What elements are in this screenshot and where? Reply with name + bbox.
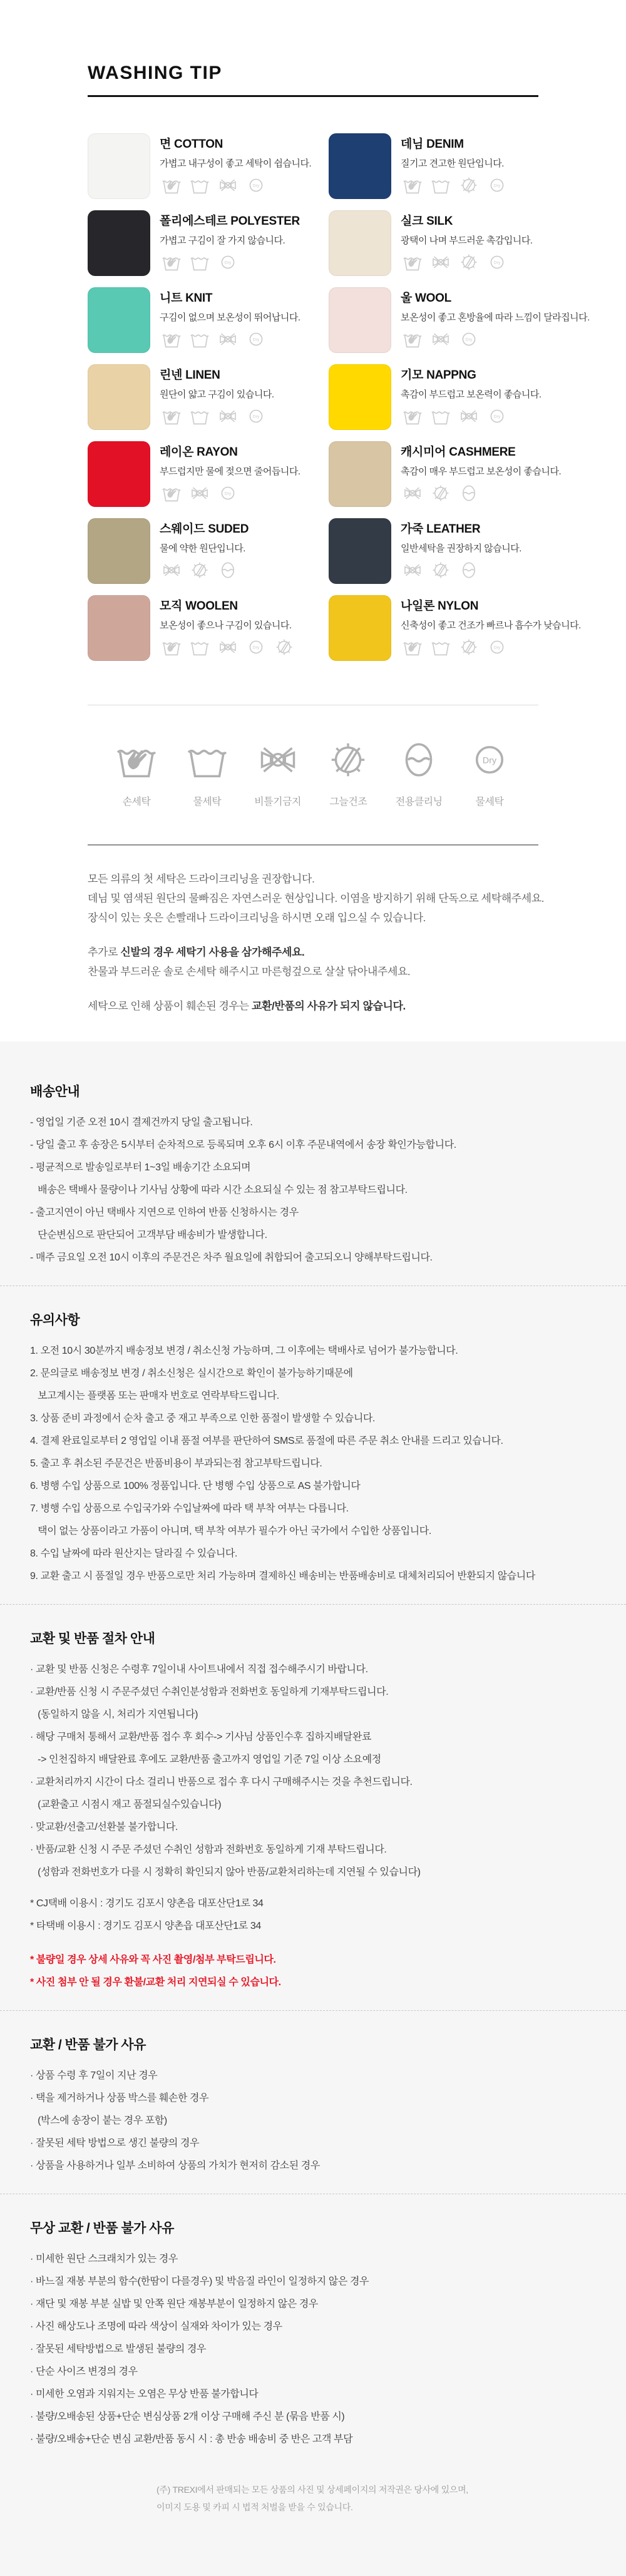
legend-label: 전용클리닝	[395, 797, 443, 807]
drum-clean-icon	[457, 483, 481, 504]
fabric-item	[88, 595, 329, 661]
no-exchange-item: (박스에 송장이 붙는 경우 포함)	[30, 2115, 167, 2126]
caution-item: 보고계시는 플랫폼 또는 판매자 번호로 연락부탁드립니다.	[30, 1391, 279, 1401]
exchange-process-item: (교환출고 시점시 재고 품절되실수있습니다)	[30, 1799, 222, 1810]
no-wring-icon	[216, 636, 240, 658]
handwash-icon	[160, 175, 183, 196]
shipping-item: - 영업일 기준 오전 10시 결제건까지 당일 출고됩니다.	[30, 1117, 253, 1128]
handwash-icon	[160, 406, 183, 427]
handwash-icon	[114, 735, 159, 784]
exchange-process-item: · 맞교환/선출고/선환불 불가합니다.	[30, 1822, 178, 1832]
no-wring-icon	[216, 329, 240, 350]
shipping-list	[30, 1112, 607, 1269]
no-wring-icon	[401, 560, 424, 581]
washing-tip-section	[0, 0, 626, 1041]
fabric-item	[88, 364, 329, 430]
fabric-name: 폴리에스테르 POLYESTER	[160, 215, 300, 228]
drum-clean-icon	[396, 735, 441, 784]
no-exchange-item: · 택을 제거하거나 상품 박스를 훼손한 경우	[30, 2093, 209, 2103]
care-icons	[401, 483, 561, 504]
exchange-process-item: · 해당 구매처 통해서 교환/반품 접수 후 회수-> 기사님 상품인수후 집하지배달완료	[30, 1732, 372, 1742]
care-icons	[160, 329, 300, 350]
note-text: 찬물과 부드러운 솔로 손세탁 해주시고 마른헝겊으로 살살 닦아내주세요.	[88, 966, 411, 978]
washing-note-line	[88, 996, 538, 1016]
caution-item: 7. 병행 수입 상품으로 수입국가와 수입날짜에 따라 택 부착 여부는 다릅니다.	[30, 1503, 349, 1514]
legend-label: 비틀기금지	[254, 797, 301, 807]
legend-label: 손세탁	[122, 797, 151, 807]
fabric-grid	[88, 133, 590, 661]
shade-dry-icon	[457, 175, 481, 196]
legend-label: 그늘건조	[329, 797, 367, 807]
no-wring-icon	[457, 406, 481, 427]
copyright-footer	[156, 2481, 607, 2516]
handwash-icon	[160, 329, 183, 350]
exchange-process-list	[30, 1659, 607, 1884]
care-icons	[401, 175, 509, 196]
drum-clean-icon	[457, 560, 481, 581]
dry-icon	[244, 175, 268, 196]
fabric-desc: 원단이 얇고 구김이 있습니다.	[160, 389, 274, 400]
fabric-name: 울 WOOL	[401, 292, 451, 305]
fabric-info	[160, 518, 249, 584]
handwash-icon	[401, 252, 424, 273]
note-text: 장식이 있는 옷은 손빨래나 드라이크리닝을 하시면 오래 입으실 수 있습니다.	[88, 912, 426, 924]
exchange-process-item: (성함과 전화번호가 다를 시 정확히 확인되지 않아 반품/교환처리하는데 지연될 수 있습니다)	[30, 1867, 421, 1878]
care-icons	[160, 560, 249, 581]
note-text: 교환/반품의 사유가 되지 않습니다.	[251, 1000, 406, 1012]
caution-item: 6. 병행 수입 상품으로 100% 정품입니다. 단 병행 수입 상품으로 AS 불가합니다	[30, 1481, 361, 1491]
note-text: 세탁으로 인해 상품이 훼손된 경우는	[88, 1000, 252, 1012]
exchange-process-item: (동일하지 않을 시, 처리가 지연됩니다)	[30, 1709, 198, 1720]
legend-item	[389, 735, 449, 808]
fabric-info	[160, 287, 300, 353]
fabric-swatch	[329, 364, 391, 430]
fabric-swatch	[329, 595, 391, 661]
fabric-desc: 신축성이 좋고 건조가 빠르나 흡수가 낮습니다.	[401, 620, 581, 631]
dry-icon	[485, 636, 509, 658]
fabric-name: 나일론 NYLON	[401, 600, 479, 613]
care-icons	[401, 636, 581, 658]
handwash-icon	[401, 329, 424, 350]
washing-note-line	[88, 943, 538, 962]
handwash-icon	[160, 252, 183, 273]
fabric-name: 가죽 LEATHER	[401, 523, 481, 536]
no-wring-icon	[401, 483, 424, 504]
handwash-icon	[160, 483, 183, 504]
shipping-item: - 평균적으로 발송일로부터 1~3일 배송기간 소요되며	[30, 1162, 251, 1173]
fabric-swatch	[329, 518, 391, 584]
handwash-icon	[401, 175, 424, 196]
fabric-swatch	[329, 210, 391, 276]
fabric-swatch	[88, 441, 150, 507]
no-free-exchange-item: · 재단 및 재봉 부분 실밥 및 안쪽 원단 재봉부분이 일정하지 않은 경우	[30, 2299, 318, 2309]
no-wring-icon	[160, 560, 183, 581]
waterwash-icon	[188, 175, 212, 196]
no-wring-icon	[188, 483, 212, 504]
fabric-info	[160, 133, 311, 199]
care-icons	[401, 252, 533, 273]
waterwash-icon	[185, 735, 230, 784]
exchange-process-heading: 교환 및 반품 절차 안내	[30, 1632, 155, 1646]
shade-dry-icon	[272, 636, 296, 658]
legend-label: 물세탁	[475, 797, 504, 807]
fabric-swatch	[88, 364, 150, 430]
exchange-process-item: · 반품/교환 신청 시 주문 주셨던 수취인 성함과 전화번호 동일하게 기재 부탁드립니다.	[30, 1844, 387, 1855]
dry-icon	[244, 329, 268, 350]
dry-icon	[457, 329, 481, 350]
care-icons	[401, 406, 541, 427]
fabric-item	[88, 518, 329, 584]
shade-dry-icon	[457, 636, 481, 658]
handwash-icon	[160, 636, 183, 658]
no-exchange-item: · 잘못된 세탁 방법으로 생긴 불량의 경우	[30, 2138, 200, 2149]
shipping-item: 단순변심으로 판단되어 고객부담 배송비가 발생합니다.	[30, 1230, 267, 1240]
no-free-exchange-item: · 잘못된 세탁방법으로 발생된 불량의 경우	[30, 2344, 207, 2354]
caution-item: 1. 오전 10시 30분까지 배송정보 변경 / 취소신청 가능하며, 그 이후에는 택배사로 넘어가 불가능합니다.	[30, 1346, 458, 1356]
legend-item	[248, 735, 308, 808]
fabric-info	[160, 441, 300, 507]
shade-dry-icon	[457, 252, 481, 273]
fabric-name: 모직 WOOLEN	[160, 600, 238, 613]
waterwash-icon	[188, 406, 212, 427]
fabric-info	[401, 595, 581, 661]
fabric-info	[401, 441, 561, 507]
fabric-desc: 구김이 없으며 보온성이 뛰어납니다.	[160, 312, 300, 323]
fabric-name: 니트 KNIT	[160, 292, 213, 305]
care-icons	[160, 483, 300, 504]
care-icons	[160, 252, 300, 273]
waterwash-icon	[429, 636, 453, 658]
fabric-item	[88, 441, 329, 507]
care-icons	[160, 636, 296, 658]
washing-note-line	[88, 889, 545, 908]
no-wring-icon	[216, 406, 240, 427]
dotted-divider	[0, 1285, 626, 1286]
fabric-desc: 가볍고 내구성이 좋고 세탁이 쉽습니다.	[160, 158, 312, 169]
return-address: * 타택배 이용시 : 경기도 김포시 양촌읍 대포산단1로 34	[30, 1921, 261, 1931]
cautions-list	[30, 1340, 607, 1588]
note-text: 추가로	[88, 946, 121, 958]
exchange-process-item: · 교환/반품 신청 시 주문주셨던 수취인분성함과 전화번호 동일하게 기재부탁드립니다.	[30, 1687, 389, 1697]
caution-item: 3. 상품 준비 과정에서 순차 출고 중 재고 부족으로 인한 품절이 발생할 수 있습니다.	[30, 1413, 375, 1424]
note-text: 신발의 경우 세탁기 사용을 삼가해주세요.	[120, 946, 305, 958]
fabric-swatch	[88, 595, 150, 661]
cautions-heading: 유의사항	[30, 1313, 80, 1327]
fabric-swatch	[329, 133, 391, 199]
fabric-desc: 물에 약한 원단입니다.	[160, 543, 245, 554]
caution-item: 2. 문의글로 배송정보 변경 / 취소신청은 실시간으로 확인이 불가능하기때문에	[30, 1368, 353, 1379]
no-wring-icon	[429, 252, 453, 273]
fabric-name: 레이온 RAYON	[160, 446, 238, 459]
fabric-name: 기모 NAPPNG	[401, 369, 476, 382]
fabric-item	[88, 133, 329, 199]
no-free-exchange-item: · 미세한 원단 스크래치가 있는 경우	[30, 2254, 178, 2264]
no-free-exchange-item: · 미세한 오염과 지워지는 오염은 무상 반품 불가합니다	[30, 2389, 259, 2400]
fabric-name: 데님 DENIM	[401, 138, 464, 151]
exchange-process-item: -> 인천집하지 배달완료 후에도 교환/반품 출고까지 영업일 기준 7일 이상 소요예정	[30, 1754, 381, 1765]
waterwash-icon	[188, 329, 212, 350]
no-wring-icon	[429, 329, 453, 350]
shipping-item: - 매주 금요일 오전 10시 이후의 주문건은 차주 월요일에 취합되어 출고되오니 양해부탁드립니다.	[30, 1252, 433, 1263]
fabric-item	[329, 133, 538, 199]
fabric-info	[160, 210, 300, 276]
fabric-info	[401, 210, 533, 276]
title-divider	[88, 95, 538, 97]
dry-icon	[485, 175, 509, 196]
return-address-list	[30, 1893, 607, 1938]
fabric-desc: 보온성이 좋으나 구김이 있습니다.	[160, 620, 292, 631]
dry-icon	[244, 636, 268, 658]
fabric-info	[160, 364, 274, 430]
fabric-name: 면 COTTON	[160, 138, 223, 151]
shade-dry-icon	[326, 735, 371, 784]
note-text: 모든 의류의 첫 세탁은 드라이크리닝을 권장합니다.	[88, 873, 315, 885]
warning-list	[30, 1949, 607, 1994]
caution-item: 택이 없는 상품이라고 가품이 아니며, 택 부착 여부가 필수가 아닌 국가에서 수입한 상품입니다.	[30, 1526, 431, 1536]
no-free-exchange-item: · 불량/오배송된 상품+단순 변심상품 2개 이상 구매해 주신 분 (묶음 반품 시)	[30, 2411, 345, 2422]
dry-icon	[244, 406, 268, 427]
caution-item: 9. 교환 출고 시 품절일 경우 반품으로만 처리 가능하며 결제하신 배송비는 반품배송비로 대체처리되어 반환되지 않습니다	[30, 1571, 535, 1582]
shipping-item: - 당일 출고 후 송장은 5시부터 순차적으로 등록되며 오후 6시 이후 주문내역에서 송장 확인가능합니다.	[30, 1140, 456, 1150]
legend-item	[459, 735, 520, 808]
dotted-divider	[0, 2010, 626, 2011]
notes-divider	[88, 844, 538, 846]
warning-item: * 사진 첨부 안 될 경우 환불/교환 처리 지연되실 수 있습니다.	[30, 1977, 281, 1988]
care-icons	[160, 175, 311, 196]
handwash-icon	[401, 636, 424, 658]
fabric-name: 린넨 LINEN	[160, 369, 220, 382]
no-wring-icon	[216, 175, 240, 196]
fabric-item	[329, 441, 562, 507]
fabric-item	[88, 287, 329, 353]
legend-item	[177, 735, 237, 808]
fabric-item	[329, 210, 538, 276]
shade-dry-icon	[429, 483, 453, 504]
care-icons	[401, 560, 521, 581]
warning-item: * 불량일 경우 상세 사유와 꼭 사진 촬영/첨부 부탁드립니다.	[30, 1955, 276, 1965]
fabric-name: 스웨이드 SUDED	[160, 523, 249, 536]
fabric-item	[329, 287, 590, 353]
legend-item	[106, 735, 167, 808]
caution-item: 8. 수입 날짜에 따라 원산지는 달라질 수 있습니다.	[30, 1548, 237, 1559]
fabric-item	[88, 210, 329, 276]
note-text: 데님 및 염색된 원단의 물빠짐은 자연스러운 현상입니다. 이염을 방지하기 위해 단독으로 세탁해주세요.	[88, 892, 545, 904]
copyright-line: 이미지 도용 및 카피 시 법적 처벌을 받을 수 있습니다.	[156, 2502, 353, 2512]
dry-icon	[216, 483, 240, 504]
waterwash-icon	[429, 175, 453, 196]
dry-icon	[485, 406, 509, 427]
fabric-info	[160, 595, 296, 661]
policy-section	[0, 1041, 626, 2576]
fabric-desc: 촉감이 부드럽고 보온력이 좋습니다.	[401, 389, 541, 400]
fabric-swatch	[329, 287, 391, 353]
fabric-desc: 질기고 견고한 원단입니다.	[401, 158, 504, 169]
care-icon-legend	[88, 735, 538, 808]
dry-icon	[216, 252, 240, 273]
no-wring-icon	[255, 735, 300, 784]
exchange-process-item: · 교환 및 반품 신청은 수령후 7일이내 사이트내에서 직접 접수해주시기 바랍니다.	[30, 1664, 368, 1675]
shipping-item: - 출고지연이 아닌 택배사 지연으로 인하여 반품 신청하시는 경우	[30, 1207, 299, 1218]
no-exchange-heading: 교환 / 반품 불가 사유	[30, 2038, 146, 2052]
fabric-desc: 보온성이 좋고 혼방율에 따라 느낌이 달라집니다.	[401, 312, 590, 323]
fabric-swatch	[329, 441, 391, 507]
fabric-name: 캐시미어 CASHMERE	[401, 446, 516, 459]
fabric-item	[329, 595, 581, 661]
care-icons	[160, 406, 274, 427]
care-icons	[401, 329, 590, 350]
fabric-name: 실크 SILK	[401, 215, 453, 228]
no-free-exchange-item: · 바느질 재봉 부분의 함수(한땀이 다를경우) 및 박음질 라인이 일정하지 않은 경우	[30, 2276, 369, 2287]
fabric-item	[329, 518, 538, 584]
fabric-info	[401, 518, 521, 584]
fabric-desc: 광택이 나며 부드러운 촉감입니다.	[401, 235, 533, 246]
fabric-swatch	[88, 287, 150, 353]
no-free-exchange-item: · 불량/오배송+단순 변심 교환/반품 동시 시 : 총 반송 배송비 중 반은 고객 부담	[30, 2434, 353, 2445]
drum-clean-icon	[216, 560, 240, 581]
no-free-exchange-heading: 무상 교환 / 반품 불가 사유	[30, 2221, 174, 2236]
no-free-exchange-item: · 사진 해상도나 조명에 따라 색상이 실재와 차이가 있는 경우	[30, 2321, 282, 2332]
caution-item: 4. 결제 완료일로부터 2 영업일 이내 품절 여부를 판단하여 SMS로 품절에 따른 주문 취소 안내를 드리고 있습니다.	[30, 1436, 503, 1446]
return-address: * CJ택배 이용시 : 경기도 김포시 양촌읍 대포산단1로 34	[30, 1898, 264, 1909]
fabric-info	[401, 364, 541, 430]
legend-item	[318, 735, 378, 808]
shade-dry-icon	[429, 560, 453, 581]
fabric-item	[329, 364, 541, 430]
no-exchange-list	[30, 2065, 607, 2177]
fabric-swatch	[88, 133, 150, 199]
no-free-exchange-item: · 단순 사이즈 변경의 경우	[30, 2366, 138, 2377]
fabric-swatch	[88, 210, 150, 276]
handwash-icon	[401, 406, 424, 427]
waterwash-icon	[188, 636, 212, 658]
washing-notes	[88, 869, 545, 1016]
waterwash-icon	[188, 252, 212, 273]
exchange-process-item: · 교환처리까지 시간이 다소 걸리니 반품으로 접수 후 다시 구매해주시는 것을 추천드립니다.	[30, 1777, 413, 1787]
no-exchange-item: · 상품 수령 후 7일이 지난 경우	[30, 2070, 158, 2081]
washing-note-line	[88, 908, 538, 928]
dry-icon	[485, 252, 509, 273]
washing-note-line	[88, 962, 538, 981]
fabric-desc: 가볍고 구김이 잘 가지 않습니다.	[160, 235, 285, 246]
fabric-swatch	[88, 518, 150, 584]
washing-note-line	[88, 869, 538, 889]
shade-dry-icon	[188, 560, 212, 581]
caution-item: 5. 출고 후 취소된 주문건은 반품비용이 부과되는점 참고부탁드립니다.	[30, 1458, 322, 1469]
fabric-desc: 일반세탁을 권장하지 않습니다.	[401, 543, 521, 554]
dotted-divider	[0, 1604, 626, 1605]
waterwash-icon	[429, 406, 453, 427]
shipping-item: 배송은 택배사 물량이나 기사님 상황에 따라 시간 소요되실 수 있는 점 참고부탁드립니다.	[30, 1185, 408, 1195]
copyright-line: (주) TREXI에서 판매되는 모든 상품의 사진 및 상세페이지의 저작권은 당사에 있으며,	[156, 2485, 468, 2495]
page-title: WASHING TIP	[88, 63, 222, 83]
fabric-desc: 부드럽지만 물에 젖으면 줄어듭니다.	[160, 466, 300, 477]
no-exchange-item: · 상품을 사용하거나 일부 소비하여 상품의 가치가 현저히 감소된 경우	[30, 2160, 320, 2171]
fabric-info	[401, 287, 590, 353]
fabric-desc: 촉감이 매우 부드럽고 보온성이 좋습니다.	[401, 466, 562, 477]
legend-label: 물세탁	[193, 797, 222, 807]
no-free-exchange-list	[30, 2248, 607, 2451]
dry-icon	[467, 735, 512, 784]
fabric-info	[401, 133, 509, 199]
shipping-heading: 배송안내	[30, 1085, 80, 1099]
